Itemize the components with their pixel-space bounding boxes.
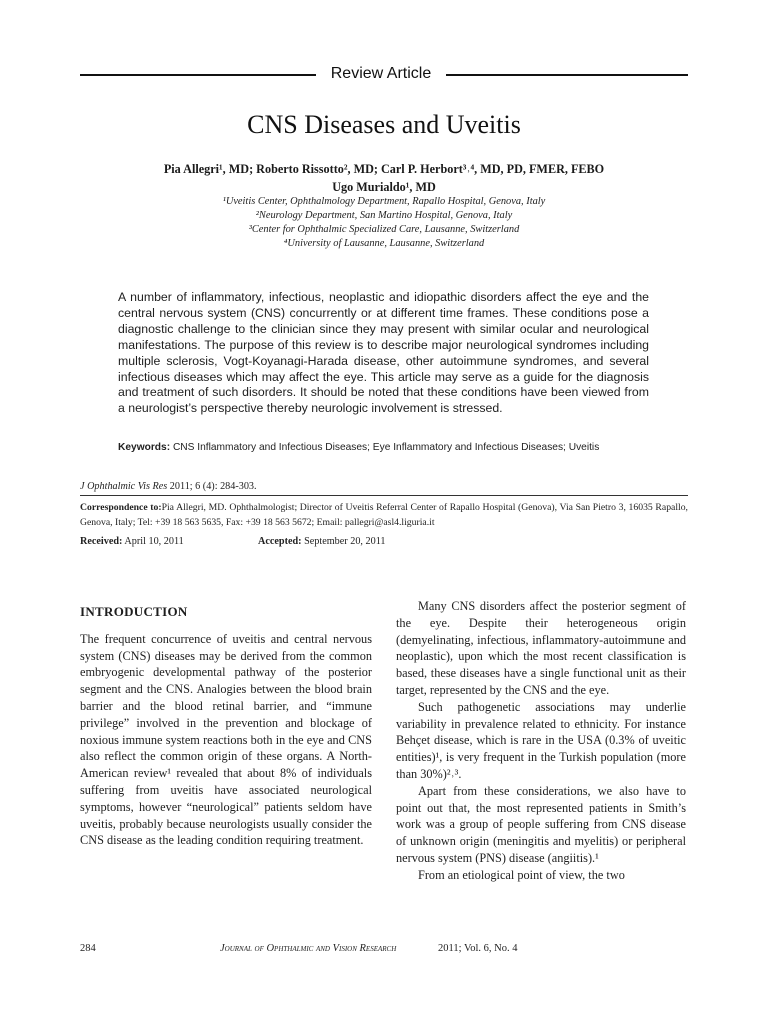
divider xyxy=(80,495,688,496)
affiliation: ⁴University of Lausanne, Lausanne, Switzerland xyxy=(283,238,485,249)
body-column-right xyxy=(396,598,686,884)
accepted-date xyxy=(258,535,386,549)
body-paragraph: Such pathogenetic associations may underlie variability in prevalence related to ethnicity. For instance Behçet disease, which is rare in the USA (0.3% of uveitic entities)¹, is very frequent in the Turkish population (more than 30%)²˒³. xyxy=(396,699,686,781)
correspondence-label: Correspondence to: xyxy=(80,502,162,513)
section-label: Review Article xyxy=(330,65,432,82)
keywords-label: Keywords: xyxy=(118,442,171,453)
section-heading: INTRODUCTION xyxy=(80,604,188,619)
citation-journal: J Ophthalmic Vis Res xyxy=(80,481,168,492)
journal-volume: 2011; Vol. 6, No. 4 xyxy=(438,943,518,954)
author-line: Pia Allegri¹, MD; Roberto Rissotto², MD; Carl P. Herbort³˒⁴, MD, PD, FMER, FEBO xyxy=(163,162,605,176)
journal-name: Journal of Ophthalmic and Vision Research xyxy=(220,943,397,954)
accepted-label: Accepted: xyxy=(258,536,302,547)
citation-details: 2011; 6 (4): 284-303. xyxy=(169,481,257,492)
affiliation: ³Center for Ophthalmic Specialized Care, Lausanne, Switzerland xyxy=(248,224,520,235)
citation xyxy=(80,480,688,494)
article-type-header xyxy=(80,64,688,86)
article-title: CNS Diseases and Uveitis xyxy=(247,110,521,139)
header-rule-left xyxy=(80,74,316,76)
received-label: Received: xyxy=(80,536,123,547)
abstract: A number of inflammatory, infectious, neoplastic and idiopathic disorders affect the eye and the central nervous system (CNS) concurrently or at different time frames. These conditions pose a diagnostic challenge to the clinician since they may present with similar ocular and neurological manifestations. The purpose of this review is to describe major neurological syndromes including multiple sclerosis, Vogt-Koyanagi-Harada disease, other autoimmune syndromes, and several infectious diseases which may affect the eye. This article may serve as a guide for the diagnosis and treatment of such disorders. It should be noted that these conditions have been viewed from a neurologist’s perspective thereby neurologic involvement is stressed. xyxy=(118,290,649,416)
body-paragraph: Apart from these considerations, we also have to point out that, the most represented patients in Smith’s work was a group of people suffering from CNS disease of unknown origin (meningitis and myelitis) or peripheral nervous system (PNS) disease (angiitis).¹ xyxy=(396,783,686,865)
affiliation-list xyxy=(100,195,668,251)
author-list xyxy=(100,160,668,196)
body-column-left xyxy=(80,598,372,849)
article-dates xyxy=(80,535,688,549)
page-number: 284 xyxy=(80,943,96,954)
received-value: April 10, 2011 xyxy=(124,536,184,547)
correspondence-text: Pia Allegri, MD. Ophthalmologist; Director of Uveitis Referral Center of Rapallo Hospital (Genova), Via San Pietro 3, 16035 Rapallo, Genova, Italy; Tel: +39 18 563 5635, Fax: +39 18 563 5672; Email: pallegri@asl4.liguria.it xyxy=(80,502,688,528)
correspondence xyxy=(80,500,688,530)
received-date xyxy=(80,536,184,547)
author-line: Ugo Murialdo¹, MD xyxy=(332,180,436,194)
accepted-value: September 20, 2011 xyxy=(304,536,386,547)
affiliation: ¹Uveitis Center, Ophthalmology Department, Rapallo Hospital, Genova, Italy xyxy=(222,196,546,207)
body-paragraph: Many CNS disorders affect the posterior segment of the eye. Despite their heterogeneous origin (demyelinating, infectious, inflammatory-autoimmune and neoplastic), upon which the most recent classification is based, these diseases have a single functional unit as their target, represented by the CNS and the eye. xyxy=(396,599,686,697)
keywords xyxy=(118,440,649,455)
body-paragraph: From an etiological point of view, the two xyxy=(418,867,625,882)
body-paragraph: The frequent concurrence of uveitis and central nervous system (CNS) diseases may be derived from the common embryogenic developmental pathway of the posterior segment and the CNS. Analogies between the blood brain barrier and the blood retinal barrier, and “immune privilege” involved in the prevention and blockage of noxious immune system reactions both in the eye and CNS also reflect the common origin of these organs. A North-American review¹ revealed that about 8% of individuals suffering from uveitis have associated neurological symptoms, however “neurological” patients seldom have uveitis, probably because neurologists usually consider the CNS disease as the leading condition requiring treatment. xyxy=(80,631,372,848)
affiliation: ²Neurology Department, San Martino Hospital, Genova, Italy xyxy=(255,210,513,221)
header-rule-right xyxy=(446,74,688,76)
keywords-text: CNS Inflammatory and Infectious Diseases; Eye Inflammatory and Infectious Diseases; Uveitis xyxy=(172,442,600,453)
